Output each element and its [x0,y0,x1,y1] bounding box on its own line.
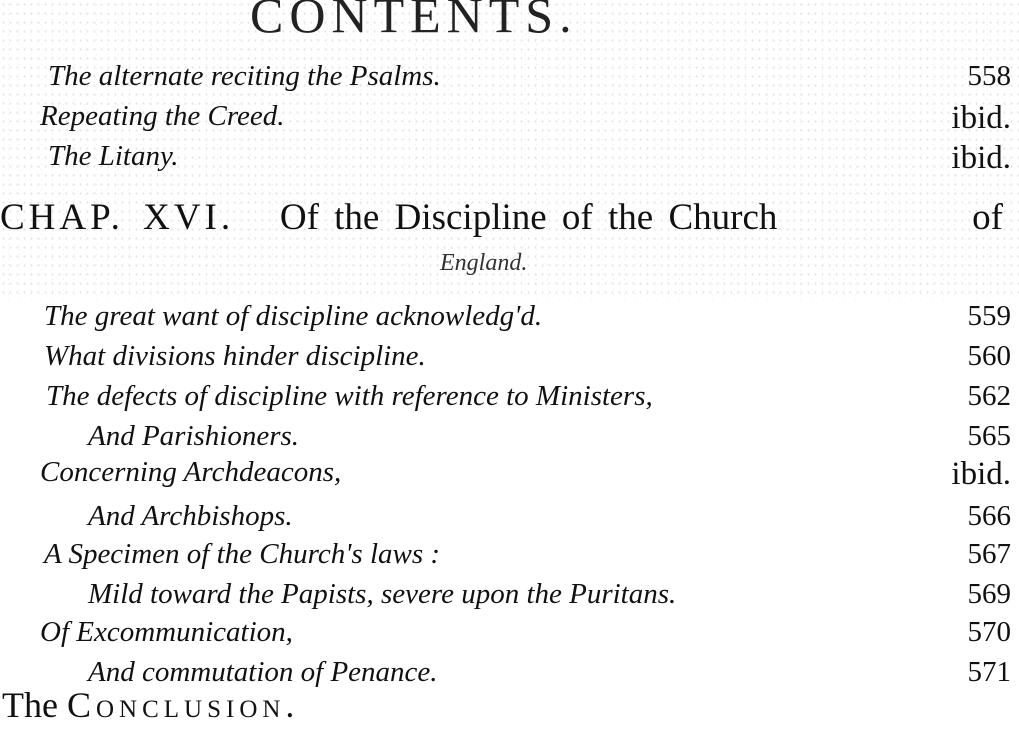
toc-entry [0,578,1019,618]
toc-entry-page: 558 [967,60,1011,92]
toc-entry [0,420,1019,460]
toc-entry-text: Of Excommunication, [40,616,293,648]
toc-entry-text: The defects of discipline with reference to Ministers, [46,380,653,412]
toc-entry-page: 569 [967,578,1011,610]
toc-entry-page: 567 [967,538,1011,570]
toc-entry [0,616,1019,656]
toc-entry-text: The Litany. [48,140,179,172]
toc-entry [0,456,1019,496]
toc-entry [0,100,1019,140]
toc-entry-page: 565 [967,420,1011,452]
toc-entry [0,380,1019,420]
toc-entry-page: 570 [967,616,1011,648]
toc-entry-text: A Specimen of the Church's laws : [44,538,441,570]
chapter-title: Of the Discipline of the Church [279,197,778,238]
toc-entry [0,340,1019,380]
toc-entry-page: 559 [967,300,1011,332]
toc-entry-page: ibid. [951,100,1011,136]
toc-entry [0,538,1019,578]
conclusion-word: Conclusion. [66,685,300,725]
toc-entry [0,60,1019,100]
toc-entry-text: And Archbishops. [88,500,293,532]
toc-entry [0,500,1019,540]
chapter-heading [0,196,1011,239]
conclusion-heading [2,684,299,726]
toc-entry-text: The alternate reciting the Psalms. [48,60,441,92]
toc-entry-page: ibid. [951,456,1011,492]
toc-entry-text: The great want of discipline acknowledg'd. [44,300,543,332]
toc-entry-text: And Parishioners. [88,420,300,452]
conclusion-prefix: The [2,685,58,725]
toc-entry-text: Repeating the Creed. [40,100,285,132]
toc-entry [0,140,1019,180]
toc-entry-page: 560 [967,340,1011,372]
toc-entry-text: And commutation of Penance. [88,656,438,688]
toc-entry-text: Mild toward the Papists, severe upon the Puritans. [88,578,677,610]
toc-entry-text: Concerning Archdeacons, [40,456,342,488]
chapter-number: CHAP. XVI. [0,197,235,238]
toc-entry [0,300,1019,340]
toc-entry-page: 566 [967,500,1011,532]
chapter-subtitle: England. [440,250,528,276]
page-heading: CONTENTS. [250,0,578,43]
toc-entry-page: 562 [967,380,1011,412]
toc-entry-page: 571 [967,656,1011,688]
toc-entry-page: ibid. [951,140,1011,176]
chapter-title-end: of [972,197,1003,238]
toc-entry-text: What divisions hinder discipline. [44,340,426,372]
